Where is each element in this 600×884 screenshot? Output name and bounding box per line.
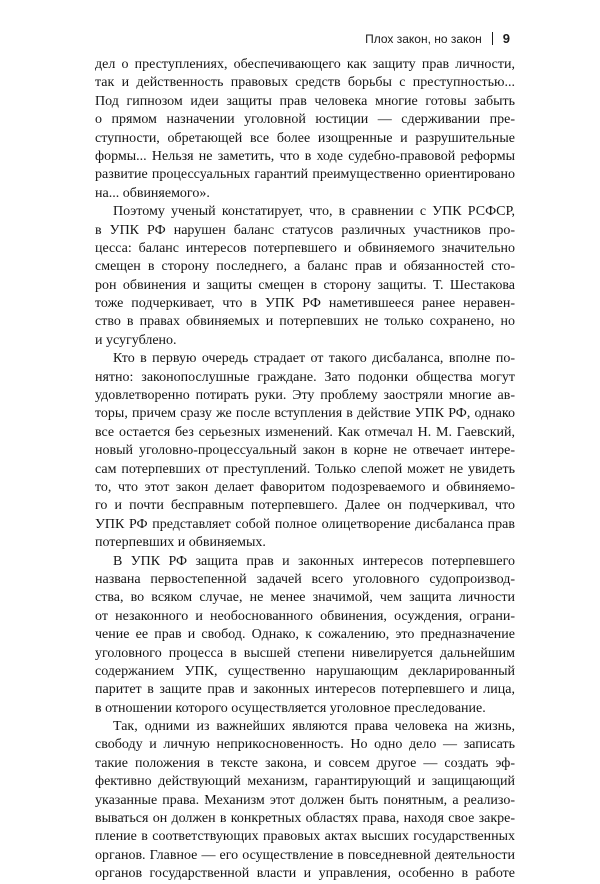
text-line: в УПК РФ нарушен баланс статусов различных участников про- [95, 222, 515, 238]
text-line: органов государственной власти и управления, особенно в работе [95, 866, 515, 882]
text-line: УПК РФ представляет собой полное олицетворение дисбаланса прав [95, 516, 515, 532]
text-line: смещен в сторону последнего, а баланс прав и обязанностей сто- [95, 259, 515, 275]
running-title: Плох закон, но закон [365, 32, 482, 46]
text-line: В УПК РФ защита прав и законных интересов потерпевшего [113, 553, 515, 569]
text-line: в отношении которого осуществляется уголовное преследование. [95, 700, 486, 716]
text-line: Поэтому ученый констатирует, что, в сравнении с УПК РСФСР, [113, 204, 515, 220]
text-line: содержанием УПК, существенно нарушающим декларированный [95, 663, 515, 679]
text-line: новый уголовно-процессуальный закон в корне не отвечает интере- [95, 443, 515, 459]
text-line: органов. Главное — его осуществление в повседневной деятельности [95, 847, 515, 863]
text-line: цесса: баланс интересов потерпевшего и обвиняемого значительно [95, 240, 515, 256]
text-line: торы, причем сразу же после вступления в действие УПК РФ, однако [95, 406, 515, 422]
text-line: тоже подчеркивает, что в УПК РФ наметившееся ранее неравен- [95, 296, 515, 312]
text-line: вываться он должен в конкретных областях права, находя свое закре- [95, 811, 515, 827]
text-line: названа первостепенной задачей всего уголовного судопроизвод- [95, 571, 515, 587]
text-line: формы... Нельзя не заметить, что в ходе судебно-правовой реформы [95, 148, 515, 164]
body-text [95, 56, 515, 884]
paragraph [95, 350, 515, 552]
text-line: ства, во всяком случае, не менее значимой, чем защита личности [95, 590, 515, 606]
text-line: Так, одними из важнейших являются права человека на жизнь, [113, 719, 515, 735]
text-line: Под гипнозом идеи защиты прав человека многие готовы забыть [95, 93, 515, 109]
paragraph [95, 718, 515, 884]
text-line: все остается без серьезных изменений. Как отмечал Н. М. Гаевский, [95, 424, 515, 440]
text-line: развитие процессуальных гарантий преимущественно ориентировано [95, 167, 515, 183]
paragraph [95, 56, 515, 203]
text-line: го и почти бесправным потерпевшего. Далее он подчеркивал, что [95, 498, 515, 514]
text-line: дел о преступлениях, обеспечивающего как защиту прав личности, [95, 57, 515, 72]
text-line: потерпевших и обвиняемых. [95, 535, 266, 551]
text-line: пление в соответствующих правовых актах высших государственных [95, 829, 515, 845]
running-header [365, 30, 510, 46]
text-line: ство в правах обвиняемых и потерпевших не только сохранено, но [95, 314, 515, 330]
text-line: ступности, обретающей все более изощренные и разрушительные [95, 130, 515, 146]
text-line: и усугублено. [95, 332, 177, 348]
text-line: паритет в защите прав и законных интересов потерпевшего и лица, [95, 682, 515, 698]
text-line: фективно действующий механизм, гарантирующий и защищающий [95, 774, 515, 790]
text-line: то, что этот закон делает фаворитом подозреваемого и обвиняемо- [95, 479, 515, 495]
text-line: нятно: законопослушные граждане. Зато подонки общества могут [95, 369, 515, 385]
text-line: указанные права. Механизм этот должен быть понятным, а реализо- [95, 792, 515, 808]
text-line: от незаконного и необоснованного обвинения, осуждения, ограни- [95, 608, 515, 624]
text-line: такие положения в тексте закона, и совсем другое — создать эф- [95, 755, 515, 771]
paragraph [95, 203, 515, 350]
text-line: рон обвинения и защиты смещен в сторону защиты. Т. Шестакова [95, 277, 515, 293]
text-line: Кто в первую очередь страдает от такого дисбаланса, вполне по- [113, 351, 515, 367]
text-line: о прямом назначении уголовной юстиции — сдерживании пре- [95, 112, 515, 128]
text-line: уголовного процесса в высшей степени нивелируется дальнейшим [95, 645, 515, 661]
text-line: удовлетворенно потирать руки. Эту проблему заостряли многие ав- [95, 388, 515, 404]
text-line: свободу и личную неприкосновенность. Но одно дело — записать [95, 737, 515, 753]
header-divider [492, 32, 493, 45]
page-number: 9 [502, 31, 510, 46]
text-line: чение ее прав и свобод. Однако, к сожалению, это предназначение [95, 627, 515, 643]
text-line: на... обвиняемого». [95, 185, 210, 201]
paragraph [95, 553, 515, 719]
text-line: так и действенность правовых средств борьбы с преступностью... [95, 75, 515, 91]
text-line: сам потерпевших от преступлений. Только слепой может не увидеть [95, 461, 515, 477]
